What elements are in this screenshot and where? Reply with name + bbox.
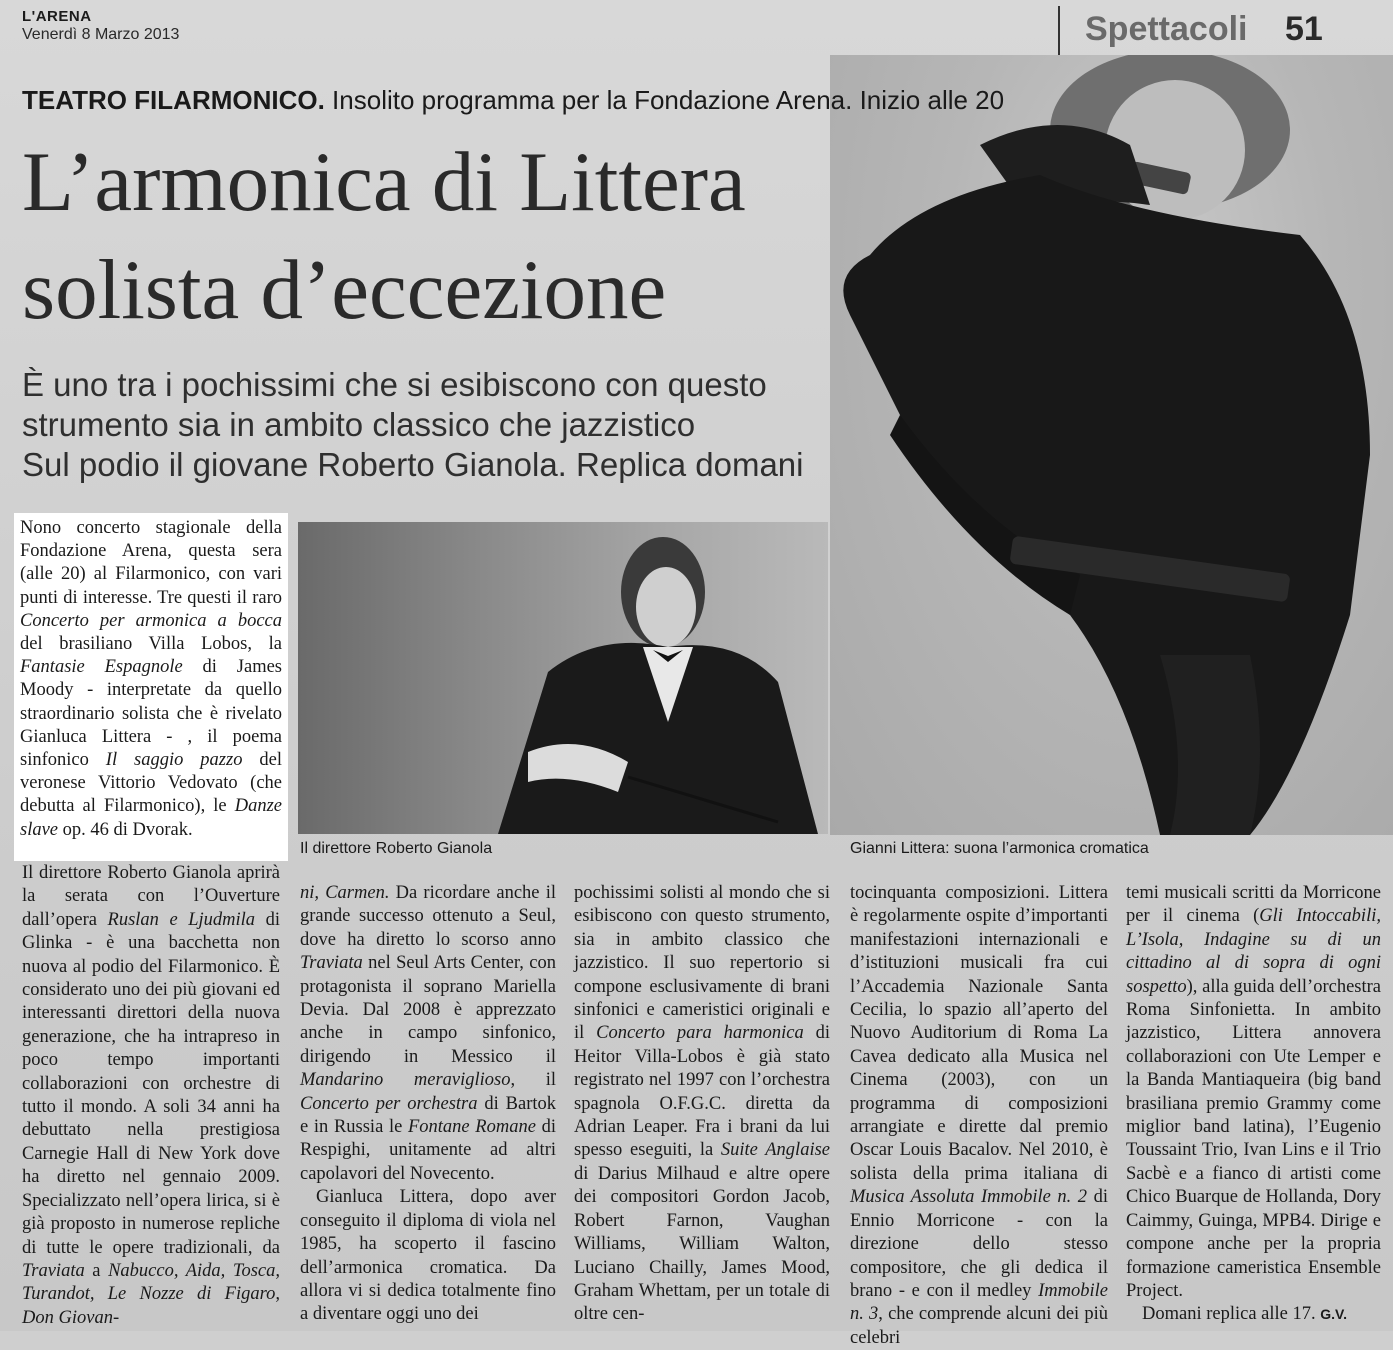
article-subheadline	[22, 365, 822, 485]
subheadline-line-1: È uno tra i pochissimi che si esibiscono con questo	[22, 366, 767, 403]
intro-box	[14, 513, 288, 861]
body-text: di Bartok e in Russia le	[300, 1093, 556, 1138]
body-title: Ruslan e Ljudmila	[107, 909, 256, 930]
body-title: Concerto para harmonica	[596, 1023, 804, 1044]
body-paragraph	[850, 882, 1108, 1350]
body-title: ni, Carmen.	[300, 883, 390, 903]
body-title: Mandarino meraviglioso	[300, 1070, 511, 1091]
section-name: Spettacoli	[1085, 10, 1248, 48]
body-title: Nabucco, Aida, Tosca, Turandot, Le Nozze di Figaro, Don Giovan-	[22, 1260, 280, 1328]
body-column-5	[1126, 882, 1381, 1327]
kicker-text: Insolito programma per la Fondazione Arena. Inizio alle 20	[324, 85, 1005, 115]
body-paragraph	[300, 882, 556, 1186]
body-text: di Respighi, unitamente ad altri capolavori del Novecento.	[300, 1117, 556, 1184]
photo-harmonica-player	[830, 55, 1393, 835]
body-column-1	[22, 862, 280, 1330]
intro-paragraph	[20, 517, 282, 842]
masthead-date: Venerdì 8 Marzo 2013	[22, 26, 180, 43]
body-title: Suite Anglaise	[720, 1140, 830, 1161]
body-title: Gli Intoccabili, L’Isola, Indagine su di un cittadino al di sopra di ogni sospetto	[1126, 906, 1381, 997]
body-text: temi musicali scritti da Morricone per il cinema (	[1126, 883, 1381, 927]
subheadline-line-3: Sul podio il giovane Roberto Gianola. Replica domani	[22, 446, 804, 483]
intro-text: di James Moody - interpretate da quello straordinario solista che è rivelato Gianluca Littera - , il poema sinfonico	[20, 657, 283, 771]
body-text: , che comprende alcuni dei più celebri	[850, 1304, 1108, 1348]
body-text: Da ricordare anche il grande successo ottenuto a Seul, dove ha diretto lo scorso anno	[300, 883, 556, 950]
intro-title-danze: Danze slave	[20, 796, 282, 840]
body-paragraph	[22, 862, 280, 1330]
intro-title-concerto: Concerto per armonica a bocca	[20, 610, 282, 631]
body-text: di Darius Milhaud e altre opere dei compositori Gordon Jacob, Robert Farnon, Vaughan Williams, William Walton, Luciano Chailly, James Mood, Graham Whettam, per un totale di oltre cen-	[574, 1163, 830, 1325]
body-column-4	[850, 882, 1108, 1350]
headline-line-2: solista d’eccezione	[22, 243, 667, 337]
body-title: Fontane Romane	[407, 1117, 536, 1138]
caption-conductor: Il direttore Roberto Gianola	[300, 840, 493, 857]
body-text: Domani replica alle 17.	[1142, 1304, 1316, 1325]
body-paragraph	[1126, 882, 1381, 1303]
intro-title-fantasie: Fantasie Espagnole	[20, 657, 183, 678]
body-title: Traviata	[300, 953, 363, 974]
intro-text: del brasiliano Villa Lobos, la	[20, 634, 282, 655]
body-text: di Ennio Morricone - con la direzione dello stesso compositore, che gli dedica il brano - e con il medley	[850, 1187, 1109, 1301]
intro-title-saggio: Il saggio pazzo	[105, 750, 243, 771]
conductor-illustration	[298, 522, 828, 834]
body-text: di Glinka - è una bacchetta non nuova al podio del Filarmonico. È considerato uno dei più giovani ed interessanti direttori della nuova generazione, che ha intrapreso in poco tempo importanti collaborazioni con orchestre di tutto il mondo. A soli 34 anni ha debuttato nella prestigiosa Carnegie Hall di New York dove ha diretto nel gennaio 2009. Specializzato nell’opera lirica, si è già proposto in numerose repliche di tutte le opere tradizionali, da	[22, 909, 280, 1258]
kicker-venue: TEATRO FILARMONICO.	[22, 85, 325, 115]
body-title: Immobile n. 3	[850, 1280, 1108, 1325]
body-text: di Heitor Villa-Lobos è già stato registrato nel 1997 con l’orchestra spagnola O.F.G.C. diretta da Adrian Leaper. Fra i brani da lui spesso eseguiti, la	[574, 1023, 831, 1161]
body-text: pochissimi solisti al mondo che si esibiscono con questo strumento, sia in ambito classico che jazzistico. Il suo repertorio si compone esclusivamente di brani sinfonici e cameristici originali e il	[574, 883, 830, 1044]
article-kicker	[22, 85, 1004, 116]
author-signature: G.V.	[1320, 1306, 1347, 1323]
headline-line-1: L’armonica di Littera	[22, 135, 746, 229]
intro-text: Nono concerto stagionale della Fondazione Arena, questa sera (alle 20) al Filarmonico, con vari punti di interesse. Tre questi il raro	[20, 518, 282, 608]
caption-harmonica: Gianni Littera: suona l’armonica cromatica	[850, 840, 1149, 857]
body-column-2	[300, 882, 556, 1327]
body-column-3	[574, 882, 830, 1327]
body-text: tocinquanta composizioni. Littera è regolarmente ospite d’importanti manifestazioni internazionali e d’istituzioni musicali fra cui l’Accademia Nazionale Santa Cecilia, lo spazio all’aperto del Nuovo Auditorium di Roma La Cavea dedicato alla Musica nel Cinema (2003), con un programma di composizioni arrangiate e dirette dal premio Oscar Louis Bacalov. Nel 2010, è solista della prima italiana di	[850, 883, 1108, 1184]
body-paragraph	[1126, 1303, 1381, 1326]
body-text: nel Seul Arts Center, con protagonista il soprano Mariella Devia. Dal 2008 è apprezzato anche in campo sinfonico, dirigendo in Messico il	[300, 953, 556, 1067]
harmonica-player-illustration	[830, 55, 1393, 835]
article-headline	[22, 128, 902, 344]
intro-text: op. 46 di Dvorak.	[58, 819, 193, 840]
body-paragraph	[574, 882, 830, 1327]
masthead-name: L'ARENA	[22, 8, 92, 25]
intro-text: del veronese Vittorio Vedovato (che debutta al Filarmonico), le	[20, 750, 282, 817]
body-text: a	[84, 1260, 109, 1281]
body-title: Musica Assoluta Immobile n. 2	[850, 1187, 1088, 1208]
subheadline-line-2: strumento sia in ambito classico che jazzistico	[22, 406, 696, 443]
body-title: Traviata	[22, 1260, 85, 1281]
body-title: Concerto per orchestra	[300, 1093, 478, 1114]
photo-conductor	[298, 522, 828, 834]
body-paragraph: Gianluca Littera, dopo aver conseguito il diploma di viola nel 1985, ha scoperto il fascino dell’armonica cromatica. Da allora vi si dedica totalmente fino a diventare oggi uno dei	[300, 1187, 556, 1325]
body-text: ), alla guida dell’orchestra Roma Sinfonietta. In ambito jazzistico, Littera annovera collaborazioni con Ute Lemper e la Banda Mantiaqueira (big band brasiliana premio Grammy come miglior band latina), l’Eugenio Toussaint Trio, Ivan Lins e il Trio Sacbè e a fianco di artisti come Chico Buarque de Hollanda, Dory Caimmy, Guinga, MPB4. Dirige e compone anche per la propria formazione cameristica Ensemble Project.	[1126, 976, 1381, 1301]
page-number: 51	[1285, 10, 1323, 48]
body-text: , il	[510, 1070, 556, 1091]
body-text: Il direttore Roberto Gianola aprirà la serata con l’Ouverture dall’opera	[22, 863, 280, 930]
